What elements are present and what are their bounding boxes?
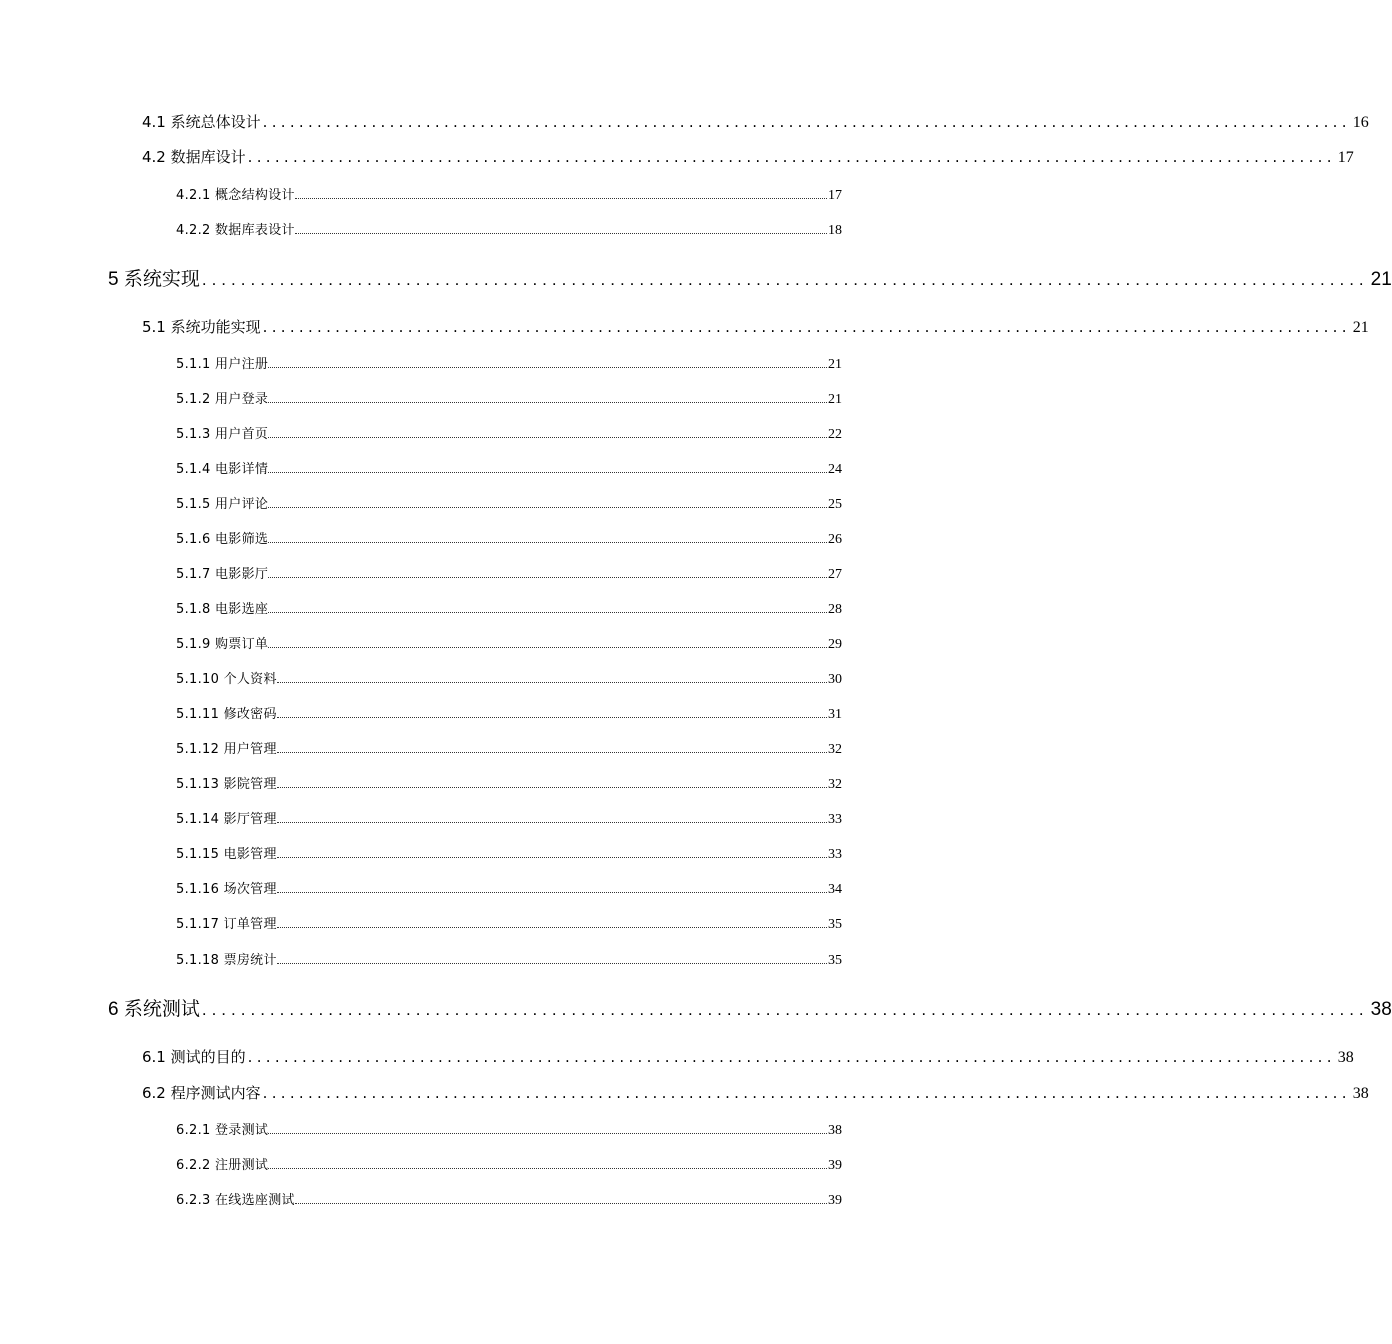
toc-page-number: 21 (828, 357, 842, 372)
toc-entry[interactable] (142, 146, 1354, 167)
toc-entry-label: 5.1.1 用户注册 (176, 357, 269, 372)
toc-entry[interactable] (142, 1082, 1369, 1103)
toc-entry[interactable] (176, 563, 842, 583)
toc-page-number: 17 (828, 188, 842, 203)
toc-entry[interactable] (176, 773, 842, 793)
toc-entry-label: 6 系统测试 (108, 999, 200, 1020)
toc-page-number: 17 (1337, 149, 1354, 166)
toc-page-number: 38 (1352, 1085, 1369, 1102)
toc-page-number: 38 (828, 1123, 842, 1138)
toc-entry[interactable] (176, 1154, 842, 1174)
toc-entry[interactable] (176, 598, 842, 618)
toc-page-number: 30 (828, 672, 842, 687)
toc-entry-label: 6.2.2 注册测试 (176, 1158, 269, 1173)
toc-entry[interactable] (176, 878, 842, 898)
toc-leader-dots (268, 427, 827, 438)
toc-entry[interactable] (176, 1119, 842, 1139)
toc-page-number: 21 (1370, 269, 1392, 290)
toc-entry-label: 5.1.14 影厅管理 (176, 812, 277, 827)
toc-page-number: 24 (828, 462, 842, 477)
toc-leader-dots: ........................................................................................................................ (262, 318, 1351, 336)
toc-chapter-entry[interactable] (108, 994, 1392, 1021)
toc-entry-label: 5.1.6 电影筛选 (176, 532, 269, 547)
toc-entry-label: 5.1 系统功能实现 (142, 318, 261, 336)
toc-leader-dots (277, 812, 827, 823)
toc-entry-label: 6.2.3 在线选座测试 (176, 1193, 295, 1208)
toc-entry-label: 5.1.7 电影影厅 (176, 567, 269, 582)
toc-leader-dots: ........................................................................................................................ (247, 1048, 1336, 1066)
toc-page-number: 39 (828, 1158, 842, 1173)
toc-page-number: 21 (1352, 319, 1369, 336)
toc-entry[interactable] (176, 184, 842, 204)
toc-entry-label: 6.2 程序测试内容 (142, 1084, 261, 1102)
toc-entry-label: 5.1.13 影院管理 (176, 777, 277, 792)
toc-entry-label: 4.2.2 数据库表设计 (176, 223, 295, 238)
toc-entry[interactable] (176, 913, 842, 933)
toc-leader-dots (277, 742, 827, 753)
toc-entry[interactable] (176, 808, 842, 828)
toc-leader-dots (268, 462, 827, 473)
toc-leader-dots (268, 567, 827, 578)
toc-leader-dots (268, 357, 827, 368)
toc-leader-dots (277, 917, 827, 928)
toc-leader-dots: ........................................................................................................................ (262, 1084, 1351, 1102)
toc-entry-label: 5.1.16 场次管理 (176, 882, 277, 897)
toc-leader-dots (277, 847, 827, 858)
toc-page-number: 26 (828, 532, 842, 547)
toc-entry[interactable] (176, 1189, 842, 1209)
toc-page-number: 29 (828, 637, 842, 652)
toc-leader-dots (277, 777, 827, 788)
toc-entry[interactable] (176, 668, 842, 688)
toc-page-number: 27 (828, 567, 842, 582)
toc-entry-label: 5.1.4 电影详情 (176, 462, 269, 477)
toc-entry-label: 5 系统实现 (108, 269, 200, 290)
toc-page-number: 25 (828, 497, 842, 512)
toc-page-number: 22 (828, 427, 842, 442)
toc-page-number: 16 (1352, 114, 1369, 131)
toc-page-number: 32 (828, 777, 842, 792)
toc-page-number: 28 (828, 602, 842, 617)
toc-leader-dots: ........................................................................................................................ (247, 148, 1336, 166)
toc-entry-label: 4.2.1 概念结构设计 (176, 188, 295, 203)
toc-entry[interactable] (176, 458, 842, 478)
toc-entry[interactable] (176, 703, 842, 723)
toc-entry[interactable] (176, 388, 842, 408)
toc-entry[interactable] (176, 843, 842, 863)
toc-entry-label: 5.1.8 电影选座 (176, 602, 269, 617)
toc-page-number: 38 (1370, 999, 1392, 1020)
toc-entry[interactable] (176, 949, 842, 969)
toc-leader-dots (277, 953, 827, 964)
toc-page-number: 21 (828, 392, 842, 407)
toc-entry[interactable] (176, 353, 842, 373)
toc-page-number: 34 (828, 882, 842, 897)
toc-leader-dots (295, 188, 827, 199)
toc-leader-dots (295, 223, 827, 234)
toc-entry[interactable] (176, 219, 842, 239)
toc-page-number: 35 (828, 917, 842, 932)
toc-leader-dots (268, 532, 827, 543)
toc-page-number: 38 (1337, 1049, 1354, 1066)
toc-page-number: 32 (828, 742, 842, 757)
toc-entry-label: 5.1.10 个人资料 (176, 672, 277, 687)
toc-entry[interactable] (176, 493, 842, 513)
toc-entry-label: 5.1.15 电影管理 (176, 847, 277, 862)
toc-entry-label: 4.1 系统总体设计 (142, 113, 261, 131)
toc-entry[interactable] (176, 633, 842, 653)
toc-entry[interactable] (142, 111, 1369, 132)
toc-entry[interactable] (176, 423, 842, 443)
toc-leader-dots: ........................................................................................................................ (262, 113, 1351, 131)
toc-entry[interactable] (142, 316, 1369, 337)
toc-page-number: 39 (828, 1193, 842, 1208)
toc-entry[interactable] (176, 738, 842, 758)
toc-page-number: 31 (828, 707, 842, 722)
toc-leader-dots (277, 882, 827, 893)
toc-leader-dots (268, 1158, 827, 1169)
toc-leader-dots (277, 672, 827, 683)
toc-entry-label: 5.1.2 用户登录 (176, 392, 269, 407)
toc-page-number: 35 (828, 953, 842, 968)
toc-entry-label: 5.1.11 修改密码 (176, 707, 277, 722)
toc-entry-label: 5.1.5 用户评论 (176, 497, 269, 512)
toc-entry[interactable] (176, 528, 842, 548)
toc-leader-dots (268, 392, 827, 403)
toc-entry-label: 4.2 数据库设计 (142, 148, 246, 166)
toc-leader-dots (268, 497, 827, 508)
toc-entry-label: 5.1.9 购票订单 (176, 637, 269, 652)
toc-page-number: 18 (828, 223, 842, 238)
toc-leader-dots (268, 637, 827, 648)
toc-entry-label: 6.1 测试的目的 (142, 1048, 246, 1066)
toc-leader-dots (277, 707, 827, 718)
toc-entry-label: 5.1.18 票房统计 (176, 953, 277, 968)
toc-page-number: 33 (828, 812, 842, 827)
toc-entry-label: 5.1.12 用户管理 (176, 742, 277, 757)
toc-chapter-entry[interactable] (108, 264, 1392, 291)
toc-leader-dots: ........................................................................................................................ (201, 270, 1369, 289)
toc-entry[interactable] (142, 1046, 1354, 1067)
toc-leader-dots (268, 602, 827, 613)
toc-leader-dots: ........................................................................................................................ (201, 1000, 1369, 1019)
toc-leader-dots (295, 1193, 827, 1204)
toc-entry-label: 5.1.3 用户首页 (176, 427, 269, 442)
toc-page-number: 33 (828, 847, 842, 862)
toc-entry-label: 5.1.17 订单管理 (176, 917, 277, 932)
toc-leader-dots (268, 1123, 827, 1134)
toc-entry-label: 6.2.1 登录测试 (176, 1123, 269, 1138)
